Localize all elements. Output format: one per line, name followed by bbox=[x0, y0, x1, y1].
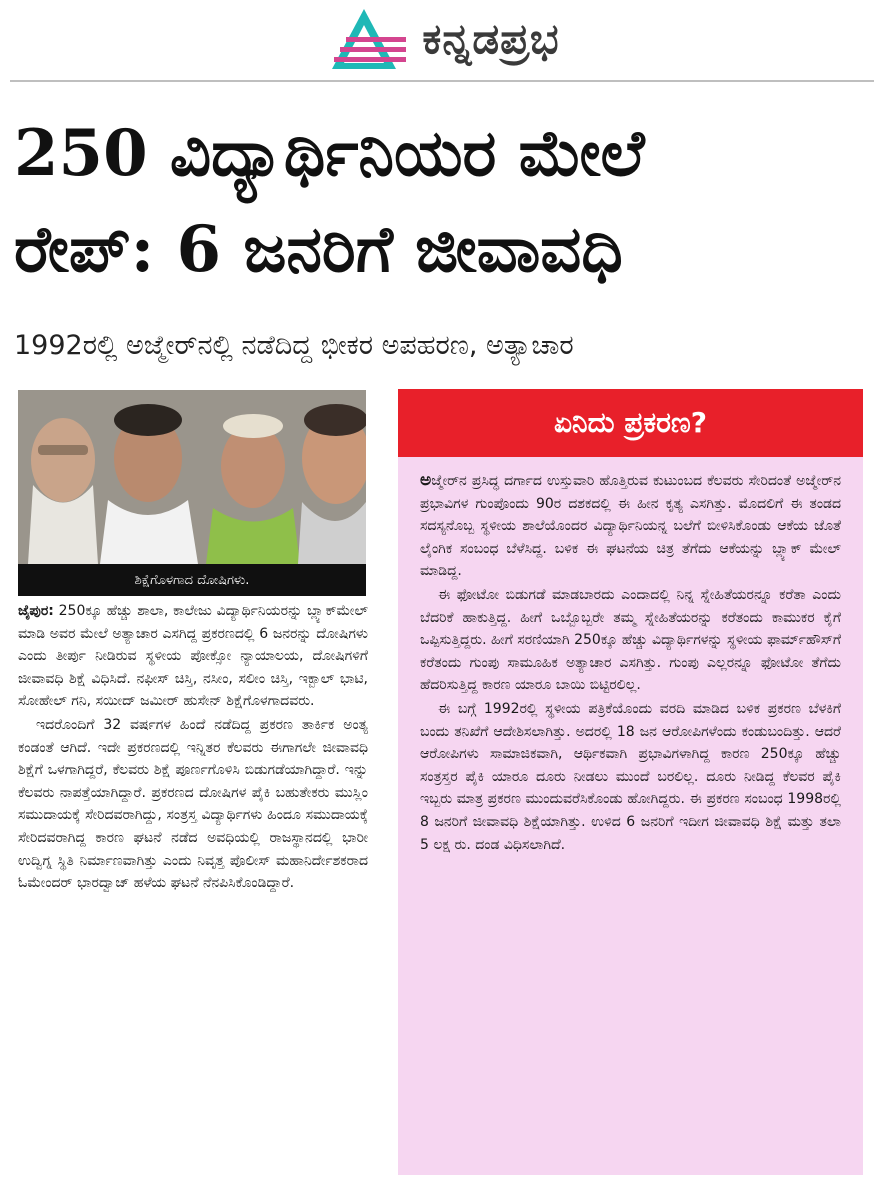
explainer-box bbox=[398, 389, 863, 1175]
article-paragraph-1-text: 250ಕ್ಕೂ ಹೆಚ್ಚು ಶಾಲಾ, ಕಾಲೇಜು ವಿದ್ಯಾರ್ಥಿನಿಯರನ್ನು ಬ್ಲ್ಯಾಕ್‌ಮೇಲ್ ಮಾಡಿ ಅವರ ಮೇಲೆ ಅತ್ಯಾಚಾರ ಎಸಗಿದ್ದ ಪ್ರಕರಣದಲ್ಲಿ 6 ಜನರನ್ನು ದೋಷಿಗಳು ಎಂದು ತೀರ್ಪು ನೀಡಿರುವ ಸ್ಥಳೀಯ ಪೋಕ್ಸೋ ನ್ಯಾಯಾಲಯ, ದೋಷಿಗಳಿಗೆ ಜೀವಾವಧಿ ಶಿಕ್ಷೆ ವಿಧಿಸಿದೆ. ನಫೀಸ್ ಚಿಸ್ತಿ, ನಸೀಂ, ಸಲೀಂ ಚಿಸ್ತಿ, ಇಕ್ಬಾಲ್ ಭಾಟಿ, ಸೋಹೇಲ್ ಗನಿ, ಸಯೀದ್ ಜಮೀರ್ ಹುಸೇನ್ ಶಿಕ್ಷೆಗೊಳಗಾದವರು. bbox=[18, 603, 368, 710]
explainer-paragraph-2: ಈ ಫೋಟೋ ಬಿಡುಗಡೆ ಮಾಡಬಾರದು ಎಂದಾದಲ್ಲಿ ನಿನ್ನ ಸ್ನೇಹಿತೆಯರನ್ನೂ ಕರೆತಾ ಎಂದು ಬೆದರಿಕೆ ಹಾಕುತ್ತಿದ್ದ. ಹೀಗೆ ಒಬ್ಬೊಬ್ಬರೇ ತಮ್ಮ ಸ್ನೇಹಿತೆಯರನ್ನು ಕರೆತಂದು ಕಾಮುಕರ ಕೈಗೆ ಒಪ್ಪಿಸುತ್ತಿದ್ದರು. ಹೀಗೆ ಸರಣಿಯಾಗಿ 250ಕ್ಕೂ ಹೆಚ್ಚು ವಿದ್ಯಾರ್ಥಿಗಳನ್ನು ಸ್ಥಳೀಯ ಫಾರ್ಮ್‌ಹೌಸ್‌ಗೆ ಕರೆತಂದು ಗುಂಪು ಸಾಮೂಹಿಕ ಅತ್ಯಾಚಾರ ಎಸಗಿತ್ತು. ಗುಂಪು ಎಲ್ಲರನ್ನೂ ಫೋಟೋ ತೆಗೆದು ಹೆದರಿಸುತ್ತಿದ್ದ ಕಾರಣ ಯಾರೂ ಬಾಯಿ ಬಿಟ್ಟಿರಲಿಲ್ಲ. bbox=[420, 586, 841, 694]
headline-line-2: ರೇಪ್: 6 ಜನರಿಗೆ ಜೀವಾವಧಿ bbox=[14, 212, 623, 287]
masthead bbox=[0, 0, 884, 78]
article-paragraph-2: ಇದರೊಂದಿಗೆ 32 ವರ್ಷಗಳ ಹಿಂದೆ ನಡೆದಿದ್ದ ಪ್ರಕರಣ ತಾರ್ಕಿಕ ಅಂತ್ಯ ಕಂಡಂತೆ ಆಗಿದೆ. ಇದೇ ಪ್ರಕರಣದಲ್ಲಿ ಇನ್ನಿತರ ಕೆಲವರು ಈಗಾಗಲೇ ಜೀವಾವಧಿ ಶಿಕ್ಷೆಗೆ ಒಳಗಾಗಿದ್ದರೆ, ಕೆಲವರು ಶಿಕ್ಷೆ ಪೂರ್ಣಗೊಳಿಸಿ ಬಿಡುಗಡೆಯಾಗಿದ್ದಾರೆ. ಇನ್ನು ಕೆಲವರು ನಾಪತ್ತೆಯಾಗಿದ್ದಾರೆ. ಪ್ರಕರಣದ ದೋಷಿಗಳ ಪೈಕಿ ಬಹುತೇಕರು ಮುಸ್ಲಿಂ ಸಮುದಾಯಕ್ಕೆ ಸೇರಿದವರಾಗಿದ್ದು, ಸಂತ್ರಸ್ತ ವಿದ್ಯಾರ್ಥಿಗಳು ಹಿಂದೂ ಸಮುದಾಯಕ್ಕೆ ಸೇರಿದವರಾಗಿದ್ದ ಕಾರಣ ಘಟನೆ ನಡೆದ ಅವಧಿಯಲ್ಲಿ ರಾಜಸ್ಥಾನದಲ್ಲಿ ಭಾರೀ ಉದ್ವಿಗ್ನ ಸ್ಥಿತಿ ನಿರ್ಮಾಣವಾಗಿತ್ತು ಎಂದು ನಿವೃತ್ತ ಪೊಲೀಸ್ ಮಹಾನಿರ್ದೇಶಕರಾದ ಓಮೇಂದರ್ ಭಾರದ್ವಾಜ್ ಹಳೆಯ ಘಟನೆ ನೆನಪಿಸಿಕೊಂಡಿದ್ದಾರೆ. bbox=[18, 716, 368, 892]
headline-line-1: 250 ವಿದ್ಯಾರ್ಥಿನಿಯರ ಮೇಲೆ bbox=[14, 116, 645, 191]
newspaper-brand: ಕನ್ನಡಪ್ರಭ bbox=[422, 14, 560, 63]
explainer-paragraph-1 bbox=[420, 469, 841, 583]
photo-caption: ಶಿಕ್ಷೆಗೊಳಗಾದ ದೋಷಿಗಳು. bbox=[18, 564, 366, 596]
subheadline: 1992ರಲ್ಲಿ ಅಜ್ಮೇರ್‌ನಲ್ಲಿ ನಡೆದಿದ್ದ ಭೀಕರ ಅಪಹರಣ, ಅತ್ಯಾಚಾರ bbox=[14, 330, 574, 361]
explainer-paragraph-1-text: ಜ್ಮೇರ್‌ನ ಪ್ರಸಿದ್ಧ ದರ್ಗಾದ ಉಸ್ತುವಾರಿ ಹೊತ್ತಿರುವ ಕುಟುಂಬದ ಕೆಲವರು ಸೇರಿದಂತೆ ಅಜ್ಮೇರ್‌ನ ಪ್ರಭಾವಿಗಳ ಗುಂಪೊಂದು 90ರ ದಶಕದಲ್ಲಿ ಈ ಹೀನ ಕೃತ್ಯ ಎಸಗಿತ್ತು. ಮೊದಲಿಗೆ ಈ ತಂಡದ ಸದಸ್ಯನೊಬ್ಬ ಸ್ಥಳೀಯ ಶಾಲೆಯೊಂದರ ವಿದ್ಯಾರ್ಥಿನಿಯನ್ನ ಬಲೆಗೆ ಬೀಳಿಸಿಕೊಂಡು ಆಕೆಯ ಜೊತೆ ಲೈಂಗಿಕ ಸಂಬಂಧ ಬೆಳೆಸಿದ್ದ. ಬಳಿಕ ಈ ಘಟನೆಯ ಚಿತ್ರ ತೆಗೆದು ಆಕೆಯನ್ನು ಬ್ಲ್ಯಾಕ್ ಮೇಲ್ ಮಾಡಿದ್ದ. bbox=[420, 473, 841, 580]
masthead-divider bbox=[10, 80, 874, 82]
headline bbox=[14, 106, 874, 298]
convicts-photo bbox=[18, 390, 366, 596]
article-body bbox=[18, 600, 368, 1185]
explainer-paragraph-3: ಈ ಬಗ್ಗೆ 1992ರಲ್ಲಿ ಸ್ಥಳೀಯ ಪತ್ರಿಕೆಯೊಂದು ವರದಿ ಮಾಡಿದ ಬಳಿಕ ಪ್ರಕರಣ ಬೆಳಕಿಗೆ ಬಂದು ತನಿಖೆಗೆ ಆದೇಶಿಸಲಾಗಿತ್ತು. ಅದರಲ್ಲಿ 18 ಜನ ಆರೋಪಿಗಳೆಂದು ಕಂಡುಬಂದಿತ್ತು. ಆದರೆ ಆರೋಪಿಗಳು ಸಾಮಾಜಿಕವಾಗಿ, ಆರ್ಥಿಕವಾಗಿ ಪ್ರಭಾವಿಗಳಾಗಿದ್ದ ಕಾರಣ 250ಕ್ಕೂ ಹೆಚ್ಚು ಸಂತ್ರಸ್ತರ ಪೈಕಿ ಯಾರೂ ದೂರು ನೀಡಲು ಮುಂದೆ ಬರಲಿಲ್ಲ. ದೂರು ನೀಡಿದ್ದ ಕೆಲವರ ಪೈಕಿ ಇಬ್ಬರು ಮಾತ್ರ ಪ್ರಕರಣ ಮುಂದುವರೆಸಿಕೊಂಡು ಹೋಗಿದ್ದರು. ಈ ಪ್ರಕರಣ ಸಂಬಂಧ 1998ರಲ್ಲಿ 8 ಜನರಿಗೆ ಜೀವಾವಧಿ ಶಿಕ್ಷೆಯಾಗಿತ್ತು. ಉಳಿದ 6 ಜನರಿಗೆ ಇದೀಗ ಜೀವಾವಧಿ ಶಿಕ್ಷೆ ಮತ್ತು ತಲಾ 5 ಲಕ್ಷ ರು. ದಂಡ ವಿಧಿಸಲಾಗಿದೆ. bbox=[420, 700, 841, 853]
triangle-stripes-logo-icon bbox=[324, 7, 410, 71]
article-paragraph-1 bbox=[18, 600, 368, 713]
explainer-title: ಏನಿದು ಪ್ರಕರಣ? bbox=[398, 389, 863, 457]
dateline: ಜೈಪುರ: bbox=[18, 603, 54, 619]
dropcap: ಅ bbox=[420, 470, 432, 490]
explainer-body bbox=[420, 469, 841, 1169]
